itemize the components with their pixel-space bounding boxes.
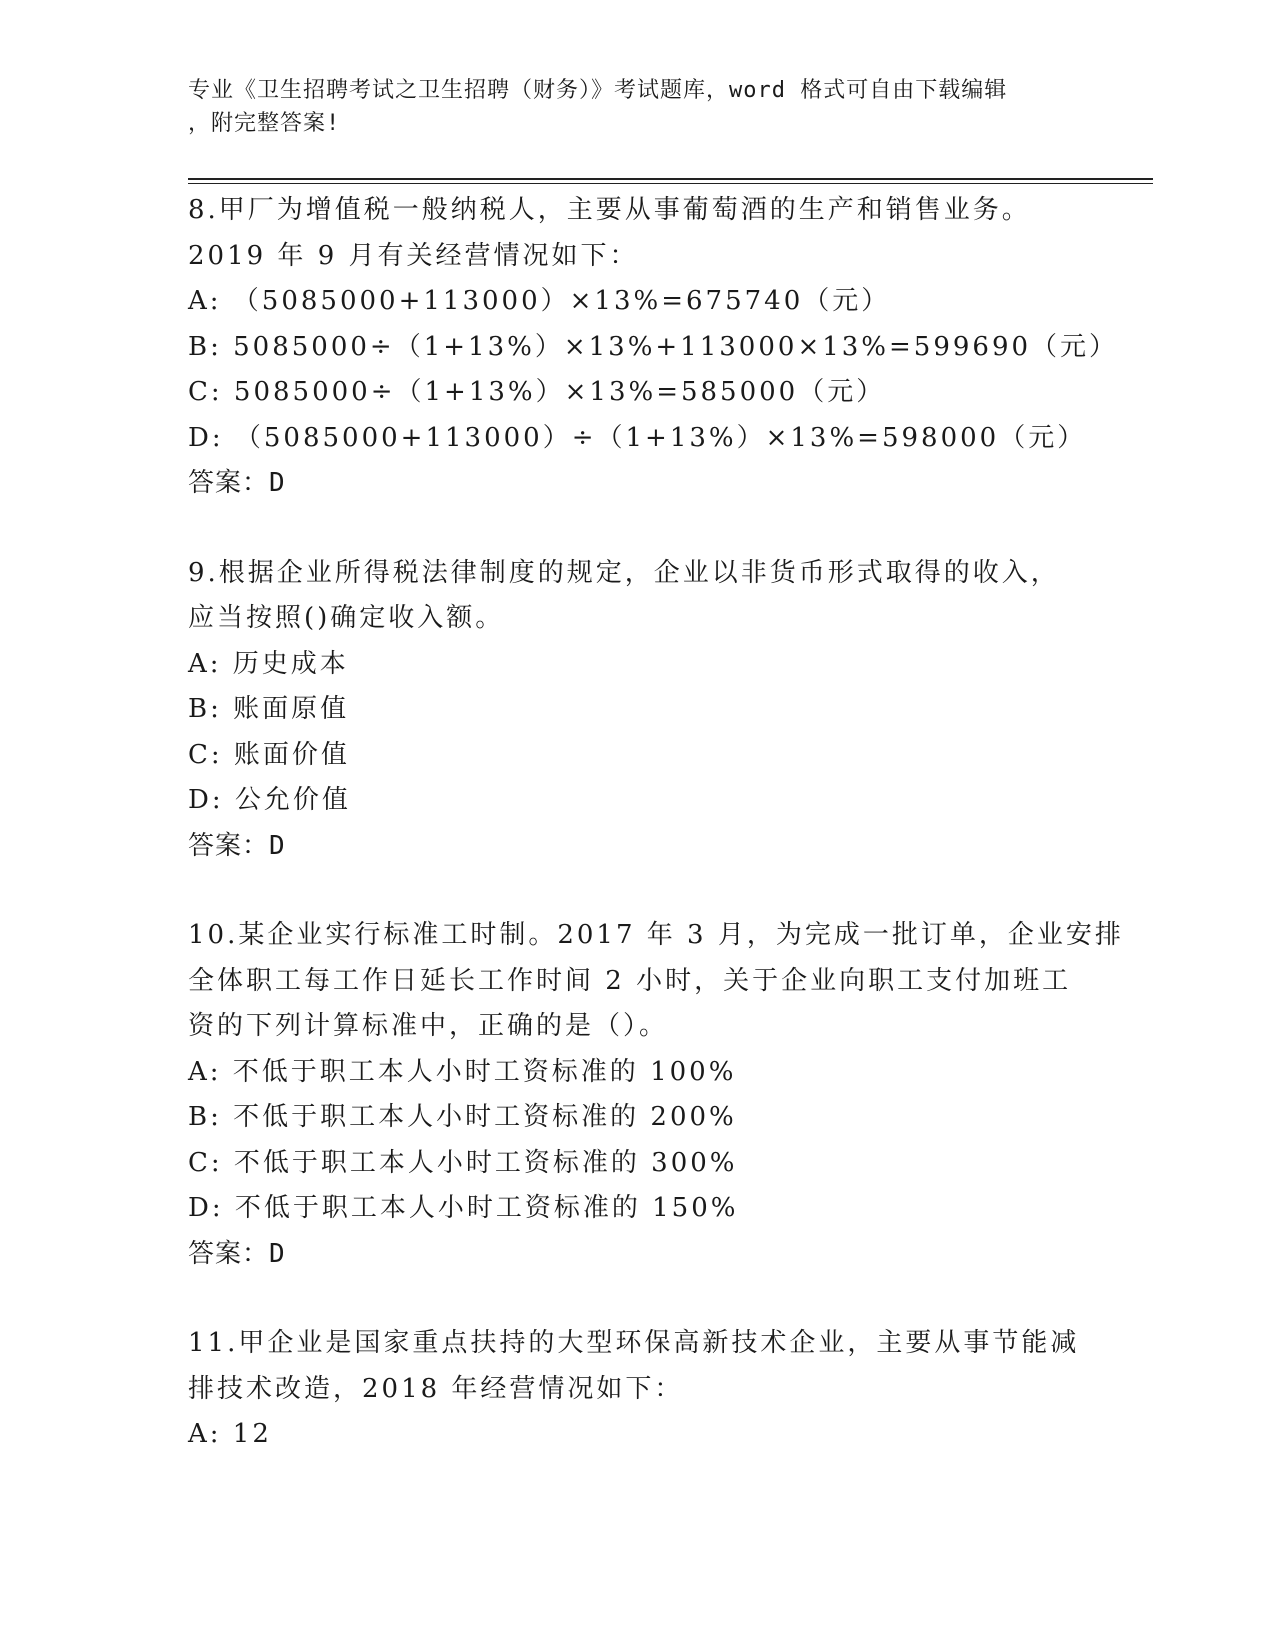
- answer: 答案：D: [188, 1238, 286, 1269]
- question-stem-line: 排技术改造，2018 年经营情况如下：: [188, 1373, 684, 1404]
- question-11: [188, 1321, 1088, 1458]
- option-a: A: 不低于职工本人小时工资标准的 100%: [188, 1056, 737, 1087]
- document-header: [188, 74, 1068, 140]
- answer: 答案：D: [188, 468, 286, 498]
- option-a: A: 12: [188, 1419, 272, 1449]
- question-stem-line: 9.根据企业所得税法律制度的规定，企业以非货币形式取得的收入，: [188, 557, 1060, 588]
- question-10: [188, 913, 1124, 1277]
- question-stem-line: 10.某企业实行标准工时制。2017 年 3 月，为完成一批订单，企业安排: [188, 920, 1124, 950]
- header-line-1: 专业《卫生招聘考试之卫生招聘（财务）》考试题库，word 格式可自由下载编辑: [188, 78, 1008, 103]
- question-stem-line: 资的下列计算标准中，正确的是（）。: [188, 1011, 669, 1041]
- question-9: [188, 551, 1088, 870]
- option-c: C: 账面价值: [188, 739, 350, 770]
- question-stem-line: 8.甲厂为增值税一般纳税人，主要从事葡萄酒的生产和销售业务。: [188, 195, 1031, 225]
- header-divider-thick: [188, 178, 1153, 180]
- option-c: C: 不低于职工本人小时工资标准的 300%: [188, 1147, 738, 1178]
- option-d: D: 不低于职工本人小时工资标准的 150%: [188, 1193, 739, 1223]
- option-a: A: （5085000+113000）×13%=675740（元）: [188, 286, 891, 316]
- header-line-2: ，附完整答案!: [188, 111, 341, 136]
- question-list: [188, 188, 1124, 1502]
- question-stem-line: 11.甲企业是国家重点扶持的大型环保高新技术企业，主要从事节能减: [188, 1328, 1080, 1358]
- header-divider-thin: [188, 183, 1153, 184]
- question-8: [188, 188, 1119, 507]
- question-stem-line: 全体职工每工作日延长工作时间 2 小时，关于企业向职工支付加班工: [188, 965, 1072, 996]
- option-a: A: 历史成本: [188, 648, 349, 679]
- option-b: B: 5085000÷（1+13%）×13%+113000×13%=599690（元）: [188, 331, 1119, 362]
- answer: 答案：D: [188, 830, 286, 861]
- option-d: D: （5085000+113000）÷（1+13%）×13%=598000（元）: [188, 422, 1087, 453]
- question-stem-line: 2019 年 9 月有关经营情况如下：: [188, 240, 639, 271]
- question-stem-line: 应当按照()确定收入额。: [188, 603, 505, 633]
- option-b: B: 不低于职工本人小时工资标准的 200%: [188, 1102, 737, 1132]
- option-d: D: 公允价值: [188, 785, 351, 815]
- option-b: B: 账面原值: [188, 694, 350, 724]
- option-c: C: 5085000÷（1+13%）×13%=585000（元）: [188, 377, 886, 407]
